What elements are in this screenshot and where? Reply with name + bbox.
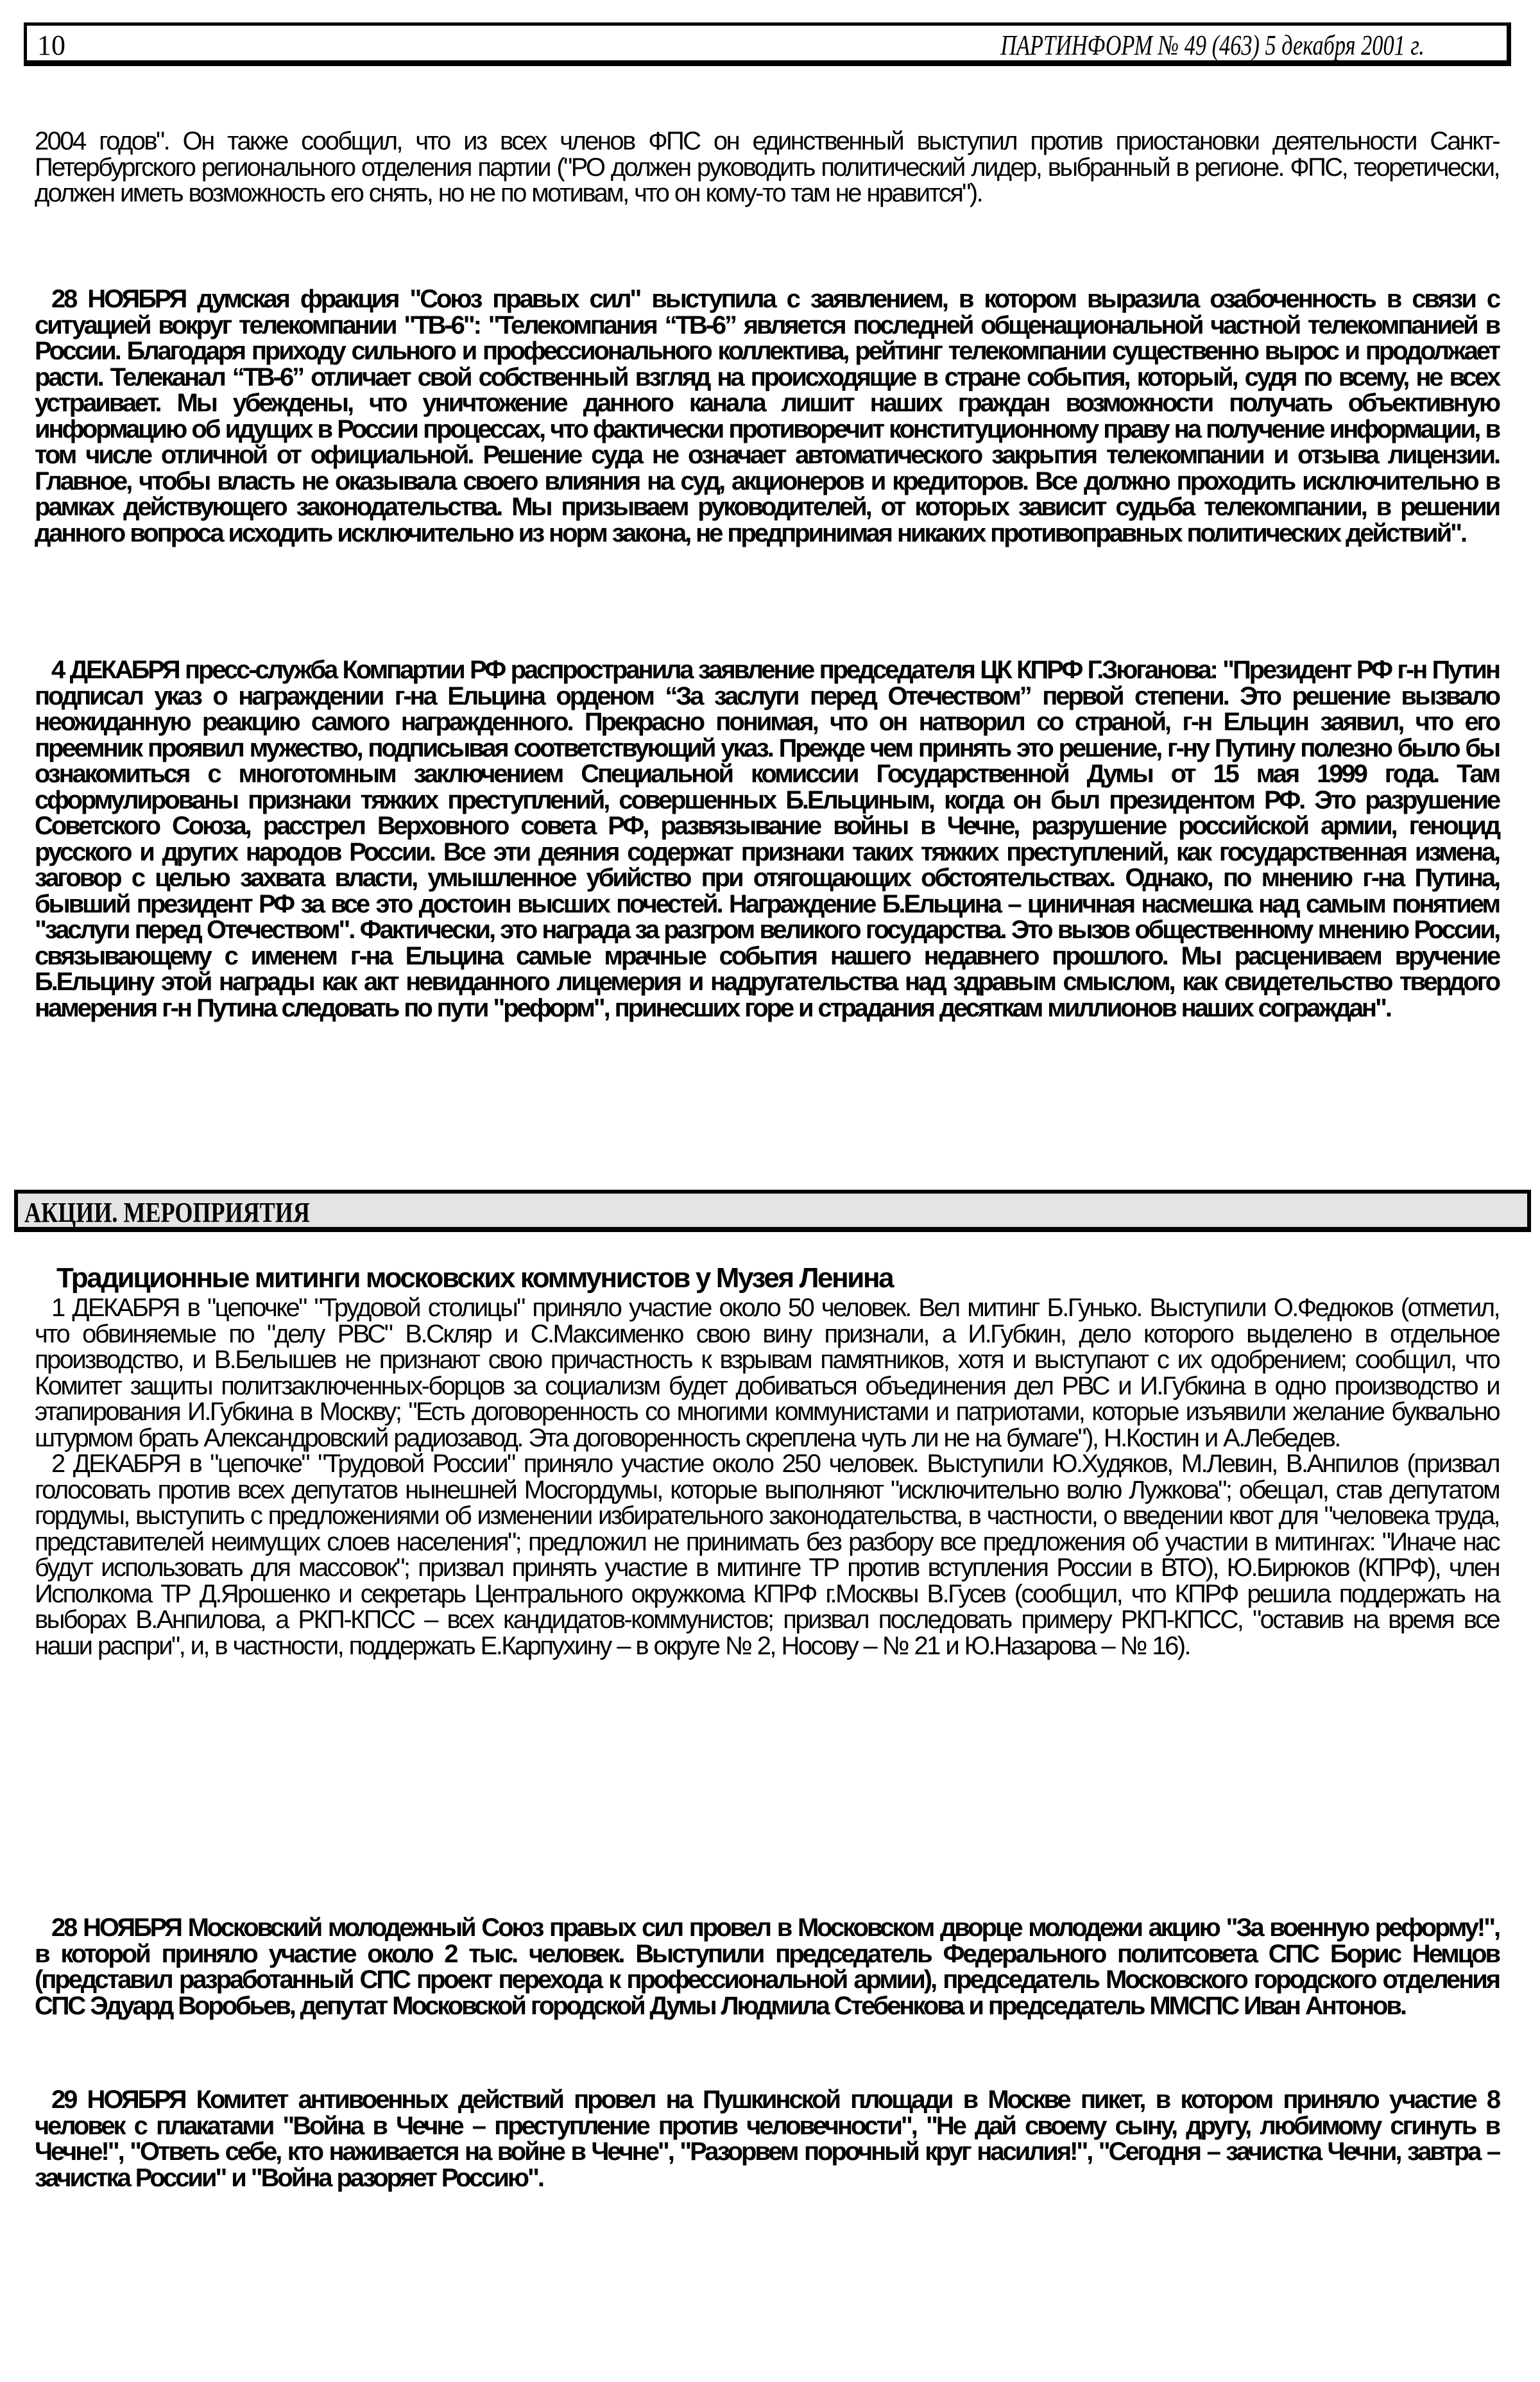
event-paragraph (35, 2087, 1499, 2191)
article-paragraph: 2 ДЕКАБРЯ в "цепочке" "Трудовой России" приняло участие около 250 человек. Выступили Ю.Худяков, М.Левин, В.Анпилов (призвал голосовать против всех депутатов нынешней Мосгордумы, которые выполняют "исключительно волю Лужкова"; обещал, став депутатом гордумы, выступить с предложениями об изменении избирательного законодательства, в частности, о введении квот для "человека труда, представителей неимущих слоев населения"; предложил не принимать без разбору все предложения об участии в митингах: "Иначе нас будут использовать для массовок"; призвал принять участие в митинге ТР против вступления России в ВТО), Ю.Бирюков (КПРФ), член Исполкома ТР Д.Ярошенко и секретарь Центрального окружкома КПРФ г.Москвы В.Гусев (сообщил, что КПРФ решила поддержать на выборах В.Анпилова, а РКП-КПСС – всех кандидатов-коммунистов; призвал последовать примеру РКП-КПСС, "оставив на время все наши распри", и, в частности, поддержать Е.Карпухину – в округе № 2, Носову – № 21 и Ю.Назарова – № 16). (35, 1450, 1499, 1660)
section-title: АКЦИИ. МЕРОПРИЯТИЯ (24, 1197, 310, 1228)
statement-date: 4 ДЕКАБРЯ (51, 656, 179, 684)
event-date: 28 НОЯБРЯ (51, 1914, 181, 1942)
event-block (35, 1915, 1499, 2019)
event-date: 29 НОЯБРЯ (51, 2086, 185, 2114)
page-number: 10 (37, 30, 65, 61)
page-header (24, 22, 1511, 66)
article-body (35, 1295, 1499, 1659)
statement-block (35, 657, 1499, 1021)
article-paragraph: 1 ДЕКАБРЯ в "цепочке" "Трудовой столицы" приняло участие около 50 человек. Вел митинг Б.Гунько. Выступили О.Федюков (отметил, что обвиняемые по "делу РВС" В.Скляр и С.Максименко свою вину признали, а И.Губкин, дело которого выделено в отдельное производство, и В.Белышев не признают свою причастность к взрывам памятников, хотя и выступают с их одобрением; сообщил, что Комитет защиты политзаключенных-борцов за социализм будет добиваться объединения дел РВС и И.Губкина в одно производство и этапирования И.Губкина в Москву; "Есть договоренность со многими коммунистами и патриотами, которые изъявили желание буквально штурмом брать Александровский радиозавод. Эта договоренность скреплена чуть ли не на бумаге"), Н.Костин и А.Лебедев. (35, 1294, 1499, 1452)
event-text: Комитет антивоенных действий провел на Пушкинской площади в Москве пикет, в котором приняло участие 8 человек с плакатами "Война в Чечне – преступление против человечности", "Не дай своему сыну, другу, любимому сгинуть в Чечне!", "Ответь себе, кто наживается на войне в Чечне", "Разорвем порочный круг насилия!", "Сегодня – зачистка Чечни, завтра – зачистка России" и "Война разоряет Россию". (35, 2086, 1499, 2192)
statement-text: пресс-служба Компартии РФ распространила заявление председателя ЦК КПРФ Г.Зюганова: "Президент РФ г-н Путин подписал указ о награждении г-на Ельцина орденом “За заслуги перед Отечеством” первой степени. Это решение вызвало неожиданную реакцию самого награжденного. Прекрасно понимая, что он натворил со страной, г-н Ельцин заявил, что его преемник проявил мужество, подписывая соответствующий указ. Прежде чем принять это решение, г-ну Путину полезно было бы ознакомиться с многотомным заключением Специальной комиссии Государственной Думы от 15 мая 1999 года. Там сформулированы признаки тяжких преступлений, совершенных Б.Ельциным, когда он был президентом РФ. Это разрушение Советского Союза, расстрел Верховного совета РФ, развязывание войны в Чечне, разрушение российской армии, геноцид русского и других народов России. Все эти деяния содержат признаки таких тяжких преступлений, как государственная измена, заговор с целью захвата власти, умышленное убийство при отягощающих обстоятельствах. Однако, по мнению г-на Путина, бывший президент РФ за все это достоин высших почестей. Награждение Б.Ельцина – циничная насмешка над самым понятием "заслуги перед Отечеством". Фактически, это награда за разгром великого государства. Это вызов общественному мнению России, связывающему с именем г-на Ельцина самые мрачные события нашего недавнего прошлого. Мы расцениваем вручение Б.Ельцину этой награды как акт невиданного лицемерия и надругательства над здравым смыслом, как свидетельство твердого намерения г-н Путина следовать по пути "реформ", принесших горе и страдания десяткам миллионов наших сограждан". (35, 656, 1499, 1022)
statement-block (35, 286, 1499, 546)
event-block (35, 2087, 1499, 2191)
article-title: Традиционные митинги московских коммунистов у Музея Ленина (56, 1262, 893, 1294)
event-paragraph (35, 1915, 1499, 2019)
section-header (14, 1190, 1531, 1232)
statement-paragraph (35, 286, 1499, 546)
event-text: Московский молодежный Союз правых сил провел в Московском дворце молодежи акцию "За военную реформу!", в которой приняло участие около 2 тыс. человек. Выступили председатель Федерального политсовета СПС Борис Немцов (представил разработанный СПС проект перехода к профессиональной армии), председатель Московского городского отделения СПС Эдуард Воробьев, депутат Московской городской Думы Людмила Стебенкова и председатель ММСПС Иван Антонов. (35, 1914, 1499, 2020)
intro-continuation (35, 128, 1499, 207)
statement-date: 28 НОЯБРЯ (51, 285, 186, 313)
publication-title: ПАРТИНФОРМ № 49 (463) 5 декабря 2001 г. (1000, 30, 1425, 61)
statement-text: думская фракция "Союз правых сил" выступила с заявлением, в котором выразила озабоченность в связи с ситуацией вокруг телекомпании "ТВ-6": "Телекомпания “ТВ-6” является последней общенациональной частной телекомпанией в России. Благодаря приходу сильного и профессионального коллектива, рейтинг телекомпании существенно вырос и продолжает расти. Телеканал “ТВ-6” отличает свой собственный взгляд на происходящие в стране события, который, судя по всему, не всех устраивает. Мы убеждены, что уничтожение данного канала лишит наших граждан возможности получать объективную информацию об идущих в России процессах, что фактически противоречит конституционному праву на получение информации, в том числе отличной от официальной. Решение суда не означает автоматического закрытия телекомпании и отзыва лицензии. Главное, чтобы власть не оказывала своего влияния на суд, акционеров и кредиторов. Все должно проходить исключительно в рамках действующего законодательства. Мы призываем руководителей, от которых зависит судьба телекомпании, в решении данного вопроса исходить исключительно из норм закона, не предпринимая никаких противоправных политических действий". (35, 285, 1499, 547)
statement-paragraph (35, 657, 1499, 1021)
intro-paragraph: 2004 годов". Он также сообщил, что из всех членов ФПС он единственный выступил против приостановки деятельности Санкт-Петербургского регионального отделения партии ("РО должен руководить политический лидер, выбранный в регионе. ФПС, теоретически, должен иметь возможность его снять, но не по мотивам, что он кому-то там не нравится"). (35, 127, 1499, 207)
